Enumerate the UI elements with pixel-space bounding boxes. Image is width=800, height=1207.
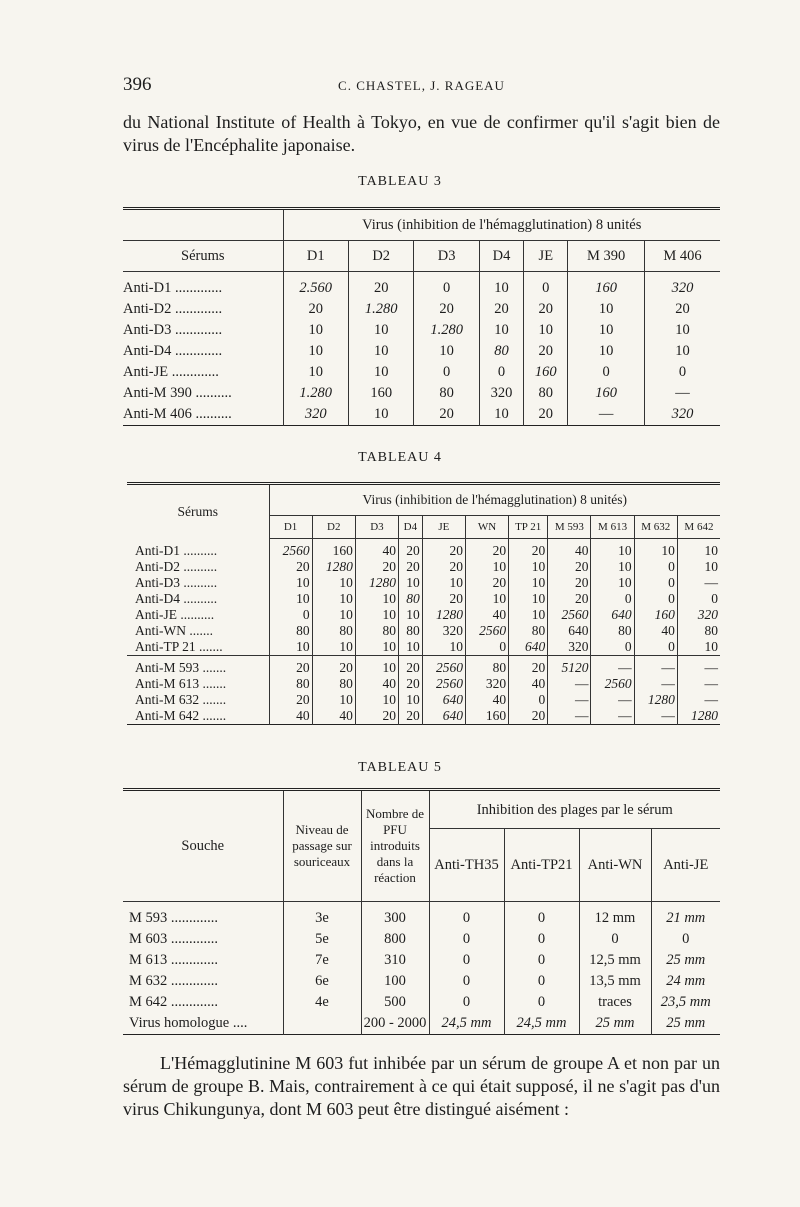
column-header: D3 [414,241,479,272]
table-cell: 0 [504,902,579,930]
running-title: C. CHASTEL, J. RAGEAU [338,78,505,93]
table-cell: 160 [568,278,644,299]
table-cell: 320 [644,278,720,299]
table-cell: 25 mm [651,1013,720,1035]
table-cell: 640 [548,623,591,639]
table-cell: 10 [591,575,634,591]
table-cell: 160 [634,607,677,623]
column-header: WN [465,516,508,539]
table-cell: 10 [634,543,677,559]
table-row [123,971,720,992]
table-cell: 20 [548,575,591,591]
table-row [127,591,720,607]
table-cell: 500 [361,992,429,1013]
table-cell: 10 [479,320,523,341]
table-cell: 10 [355,660,398,676]
table-cell: 20 [479,299,523,320]
table-cell: 10 [312,607,355,623]
table-cell: 20 [269,660,312,676]
table-cell: 320 [465,676,508,692]
table-cell: 20 [414,299,479,320]
table-cell: 640 [591,607,634,623]
table-cell: 80 [479,341,523,362]
table-cell: 10 [312,575,355,591]
table-cell: 640 [509,639,548,656]
column-header: M 593 [548,516,591,539]
table-cell: 1.280 [348,299,413,320]
table-cell: — [591,692,634,708]
table-cell: 0 [568,362,644,383]
table-cell: 21 mm [651,902,720,930]
table-cell: 10 [355,607,398,623]
table-cell: 310 [361,950,429,971]
tableau3-group-header: Virus (inhibition de l'hémagglutination) 8 unités [283,209,720,241]
table-cell: 24 mm [651,971,720,992]
table-cell: 20 [422,591,465,607]
tableau5-niveau-header: Niveau de passage sur souriceaux [283,790,361,902]
table-row [123,950,720,971]
table-cell: 20 [355,708,398,725]
table-cell: 5e [283,929,361,950]
row-label: M 642 ............. [129,994,219,1010]
table-cell: 0 [465,639,508,656]
table-cell: 1280 [422,607,465,623]
column-header: M 406 [644,241,720,272]
table-cell: 160 [524,362,568,383]
table-cell: 80 [414,383,479,404]
table-cell: 20 [524,404,568,426]
tableau3-table [123,207,720,426]
table-cell: 40 [509,676,548,692]
table-cell: — [548,676,591,692]
table-cell: 20 [524,341,568,362]
row-label: Anti-JE ............. [123,364,219,380]
row-label: Anti-D1 ............. [123,280,223,296]
table-cell: 2560 [422,660,465,676]
row-label: M 613 ............. [129,952,219,968]
table-cell: 0 [579,929,651,950]
table-cell: 2560 [548,607,591,623]
table-cell: 0 [677,591,720,607]
table-cell: 160 [348,383,413,404]
table-cell: — [677,692,720,708]
table-cell: 20 [399,660,423,676]
column-header: D4 [479,241,523,272]
table-cell: — [591,708,634,725]
table-cell: 10 [509,607,548,623]
table-cell: 20 [548,591,591,607]
table-row [123,383,720,404]
tableau3-column-headers [123,241,720,272]
table-cell: 320 [677,607,720,623]
tableau4-stub-header: Sérums [177,503,218,519]
table-cell: 20 [422,559,465,575]
table-cell: 6e [283,971,361,992]
column-header: Anti-TH35 [429,829,504,902]
table-cell: 4e [283,992,361,1013]
table-cell: 10 [568,341,644,362]
table-row [127,543,720,559]
tableau4-title: TABLEAU 4 [358,450,442,465]
intro-paragraph: du National Institute of Health à Tokyo, en vue de confirmer qu'il s'agit bien de virus de l'Encéphalite japonaise. [123,112,720,155]
table-cell: 10 [348,404,413,426]
table-row [123,320,720,341]
row-label: Anti-JE .......... [135,607,215,622]
table-cell: 10 [677,543,720,559]
column-header: M 642 [677,516,720,539]
table-cell: 20 [269,559,312,575]
table-cell: 10 [355,692,398,708]
table-cell: 0 [429,971,504,992]
table-row [123,299,720,320]
table-cell: 23,5 mm [651,992,720,1013]
table-cell: 10 [509,559,548,575]
table-cell: 10 [283,362,348,383]
row-label: Anti-M 593 ....... [135,660,227,675]
table-cell: 10 [312,639,355,656]
table-cell: 80 [399,623,423,639]
table-cell: 10 [568,320,644,341]
column-header: TP 21 [509,516,548,539]
row-label: Anti-D2 .......... [135,559,218,574]
table-cell: 320 [283,404,348,426]
table-cell: — [634,676,677,692]
table-cell: 80 [509,623,548,639]
table-cell: — [634,660,677,676]
column-header: M 390 [568,241,644,272]
table-cell: 80 [465,660,508,676]
table-row [127,623,720,639]
table-cell: 20 [399,676,423,692]
row-label: Anti-D4 ............. [123,343,223,359]
table-cell: 25 mm [579,1013,651,1035]
table-cell: 0 [429,929,504,950]
table-cell: 24,5 mm [504,1013,579,1035]
table-cell: 160 [568,383,644,404]
table-cell: 0 [644,362,720,383]
table-cell: 10 [283,341,348,362]
row-label: Anti-M 390 .......... [123,385,232,401]
row-label: Anti-M 406 .......... [123,406,232,422]
table-row [123,929,720,950]
table-cell: 80 [591,623,634,639]
table-cell: 1280 [677,708,720,725]
table-cell: 2560 [591,676,634,692]
table-cell: 0 [524,278,568,299]
table-cell: 10 [644,320,720,341]
table-cell: — [548,692,591,708]
column-header: Anti-TP21 [504,829,579,902]
table-row [123,1013,720,1035]
row-label: Anti-D3 .......... [135,575,218,590]
column-header: D1 [269,516,312,539]
row-label: Anti-D1 .......... [135,543,218,558]
table-cell: 0 [429,902,504,930]
table-cell: 1.280 [414,320,479,341]
table-cell: 1280 [355,575,398,591]
table-cell: 200 - 2000 [361,1013,429,1035]
table-cell: 20 [399,708,423,725]
column-header: D1 [283,241,348,272]
column-header: D3 [355,516,398,539]
table-cell: 0 [414,362,479,383]
table-row [127,559,720,575]
column-header: Anti-WN [579,829,651,902]
column-header: Anti-JE [651,829,720,902]
table-cell: 0 [591,639,634,656]
table-cell: 10 [348,320,413,341]
table-cell: 10 [644,341,720,362]
table-cell: 20 [465,543,508,559]
page-header [123,74,720,96]
table-cell: 0 [504,971,579,992]
table-row [127,708,720,725]
table-cell: — [591,660,634,676]
table-cell: — [677,660,720,676]
table-cell: 1.280 [283,383,348,404]
tableau5-nombre-header: Nombre de PFU introduits dans la réaction [361,790,429,902]
table-cell: 2560 [465,623,508,639]
tableau5-title: TABLEAU 5 [358,760,442,775]
table-cell: 20 [644,299,720,320]
row-label: Anti-M 613 ....... [135,676,227,691]
tableau5-souche-header: Souche [181,838,225,854]
table-cell: — [548,708,591,725]
table-cell: 20 [399,559,423,575]
table-row [123,278,720,299]
table-cell: 2.560 [283,278,348,299]
table-cell: 0 [509,692,548,708]
table-cell: 40 [312,708,355,725]
table-cell: 20 [465,575,508,591]
table-cell: 40 [355,543,398,559]
table-cell: 20 [509,543,548,559]
table-cell: 1280 [312,559,355,575]
table-cell: 40 [465,692,508,708]
row-label: Anti-D3 ............. [123,322,223,338]
page-number: 396 [123,74,152,95]
table-cell: 12,5 mm [579,950,651,971]
table-cell: 10 [269,639,312,656]
table-cell: 20 [548,559,591,575]
table-cell: 0 [634,591,677,607]
tableau3-title: TABLEAU 3 [358,174,442,189]
table-cell: — [677,676,720,692]
row-label: Anti-M 642 ....... [135,708,227,723]
table-cell: 40 [355,676,398,692]
table-cell: 10 [414,341,479,362]
table-cell: 10 [677,559,720,575]
table-cell: 10 [591,559,634,575]
table-cell: 10 [479,278,523,299]
table-cell: 24,5 mm [429,1013,504,1035]
table-cell: 80 [677,623,720,639]
table-cell: 10 [677,639,720,656]
table-cell: 10 [465,591,508,607]
table-cell: 300 [361,902,429,930]
table-cell: 20 [269,692,312,708]
table-cell: 20 [312,660,355,676]
table-cell: 80 [269,676,312,692]
table-cell: 10 [465,559,508,575]
table-cell: 20 [509,708,548,725]
table-row [127,676,720,692]
table-cell: 10 [283,320,348,341]
table-cell: 10 [355,639,398,656]
table-cell: 10 [348,362,413,383]
table-cell: 320 [422,623,465,639]
table-cell: 0 [634,575,677,591]
table-cell: 10 [269,591,312,607]
table-cell: 160 [312,543,355,559]
row-label: M 632 ............. [129,973,219,989]
table-cell: 10 [591,543,634,559]
table-row [123,362,720,383]
row-label: M 603 ............. [129,931,219,947]
table-cell: 0 [414,278,479,299]
table-cell: 80 [355,623,398,639]
table-cell: 80 [269,623,312,639]
table-cell: 12 mm [579,902,651,930]
table-cell: 10 [348,341,413,362]
row-label: Anti-TP 21 ....... [135,639,223,654]
column-header: M 613 [591,516,634,539]
table-row [123,992,720,1013]
table-cell: 0 [429,992,504,1013]
table-cell: 320 [644,404,720,426]
table-row [123,404,720,426]
row-label: Virus homologue .... [129,1015,248,1031]
table-cell: 800 [361,929,429,950]
column-header: M 632 [634,516,677,539]
table-cell: 640 [422,692,465,708]
table-cell: 10 [399,692,423,708]
table-cell: traces [579,992,651,1013]
table-row [127,575,720,591]
table-row [123,341,720,362]
table-cell: 5120 [548,660,591,676]
table-cell: 40 [634,623,677,639]
table-cell: 160 [465,708,508,725]
row-label: Anti-M 632 ....... [135,692,227,707]
table-cell: 20 [422,543,465,559]
table-cell: 20 [524,299,568,320]
table-cell: 0 [591,591,634,607]
table-row [123,902,720,930]
table-cell: 10 [312,591,355,607]
column-header: JE [524,241,568,272]
table-cell: 0 [504,992,579,1013]
table-cell: 25 mm [651,950,720,971]
row-label: M 593 ............. [123,902,283,930]
table-cell: 0 [504,950,579,971]
tableau5-inhibition-header: Inhibition des plages par le sérum [429,790,720,829]
table-cell: 10 [479,404,523,426]
column-header: D4 [399,516,423,539]
row-label: Anti-WN ....... [135,623,213,638]
table-cell: 0 [269,607,312,623]
table-row [127,639,720,656]
table-cell: — [644,383,720,404]
table-cell: 100 [361,971,429,992]
row-label: Anti-D4 .......... [135,591,218,606]
table-cell: 80 [312,676,355,692]
table-cell: — [677,575,720,591]
table-cell: 2560 [269,543,312,559]
table-cell: 320 [479,383,523,404]
table-cell: 10 [399,575,423,591]
table-cell: 10 [355,591,398,607]
table-cell: 20 [509,660,548,676]
tableau4-group-header: Virus (inhibition de l'hémagglutination) 8 unités) [269,484,720,516]
table-cell: 20 [399,543,423,559]
table-cell: 20 [414,404,479,426]
table-cell: 0 [651,929,720,950]
table-row [127,660,720,676]
table-cell: 10 [568,299,644,320]
table-cell: 0 [479,362,523,383]
closing-paragraph: L'Hémagglutinine M 603 fut inhibée par un sérum de groupe A et non par un sérum de groupe B. Mais, contrairement à ce qui était supposé, il ne s'agit pas d'un virus Chikungunya, dont M 603 peut être distingué aisément : [123,1053,720,1119]
table-row [127,607,720,623]
table-cell: 1280 [634,692,677,708]
table-cell: 10 [524,320,568,341]
row-label: Anti-D2 ............. [123,301,223,317]
table-cell: 80 [524,383,568,404]
column-header: D2 [312,516,355,539]
table-cell: 7e [283,950,361,971]
table-cell: 640 [422,708,465,725]
column-header: D2 [348,241,413,272]
table-cell: 80 [312,623,355,639]
tableau3-stub-header: Sérums [123,241,283,272]
table-cell: 20 [348,278,413,299]
table-cell: 0 [504,929,579,950]
table-cell: 20 [283,299,348,320]
table-cell: — [568,404,644,426]
column-header: JE [422,516,465,539]
table-cell: 0 [634,639,677,656]
table-cell: 10 [312,692,355,708]
table-cell: 10 [509,575,548,591]
table-cell: 13,5 mm [579,971,651,992]
tableau5-table [123,788,720,1035]
table-cell: 2560 [422,676,465,692]
table-cell: 0 [634,559,677,575]
table-cell: 40 [465,607,508,623]
table-cell: 10 [509,591,548,607]
table-cell [283,1013,361,1035]
table-cell: 10 [269,575,312,591]
table-cell: 80 [399,591,423,607]
table-cell: 10 [399,607,423,623]
table-cell: 10 [422,639,465,656]
table-cell: 0 [429,950,504,971]
table-cell: 40 [269,708,312,725]
tableau4-table [127,482,720,725]
table-cell: 20 [355,559,398,575]
table-cell: 40 [548,543,591,559]
table-cell: 3e [283,902,361,930]
table-cell: 10 [422,575,465,591]
table-cell: 10 [399,639,423,656]
table-cell: 320 [548,639,591,656]
table-row [127,692,720,708]
table-cell: — [634,708,677,725]
